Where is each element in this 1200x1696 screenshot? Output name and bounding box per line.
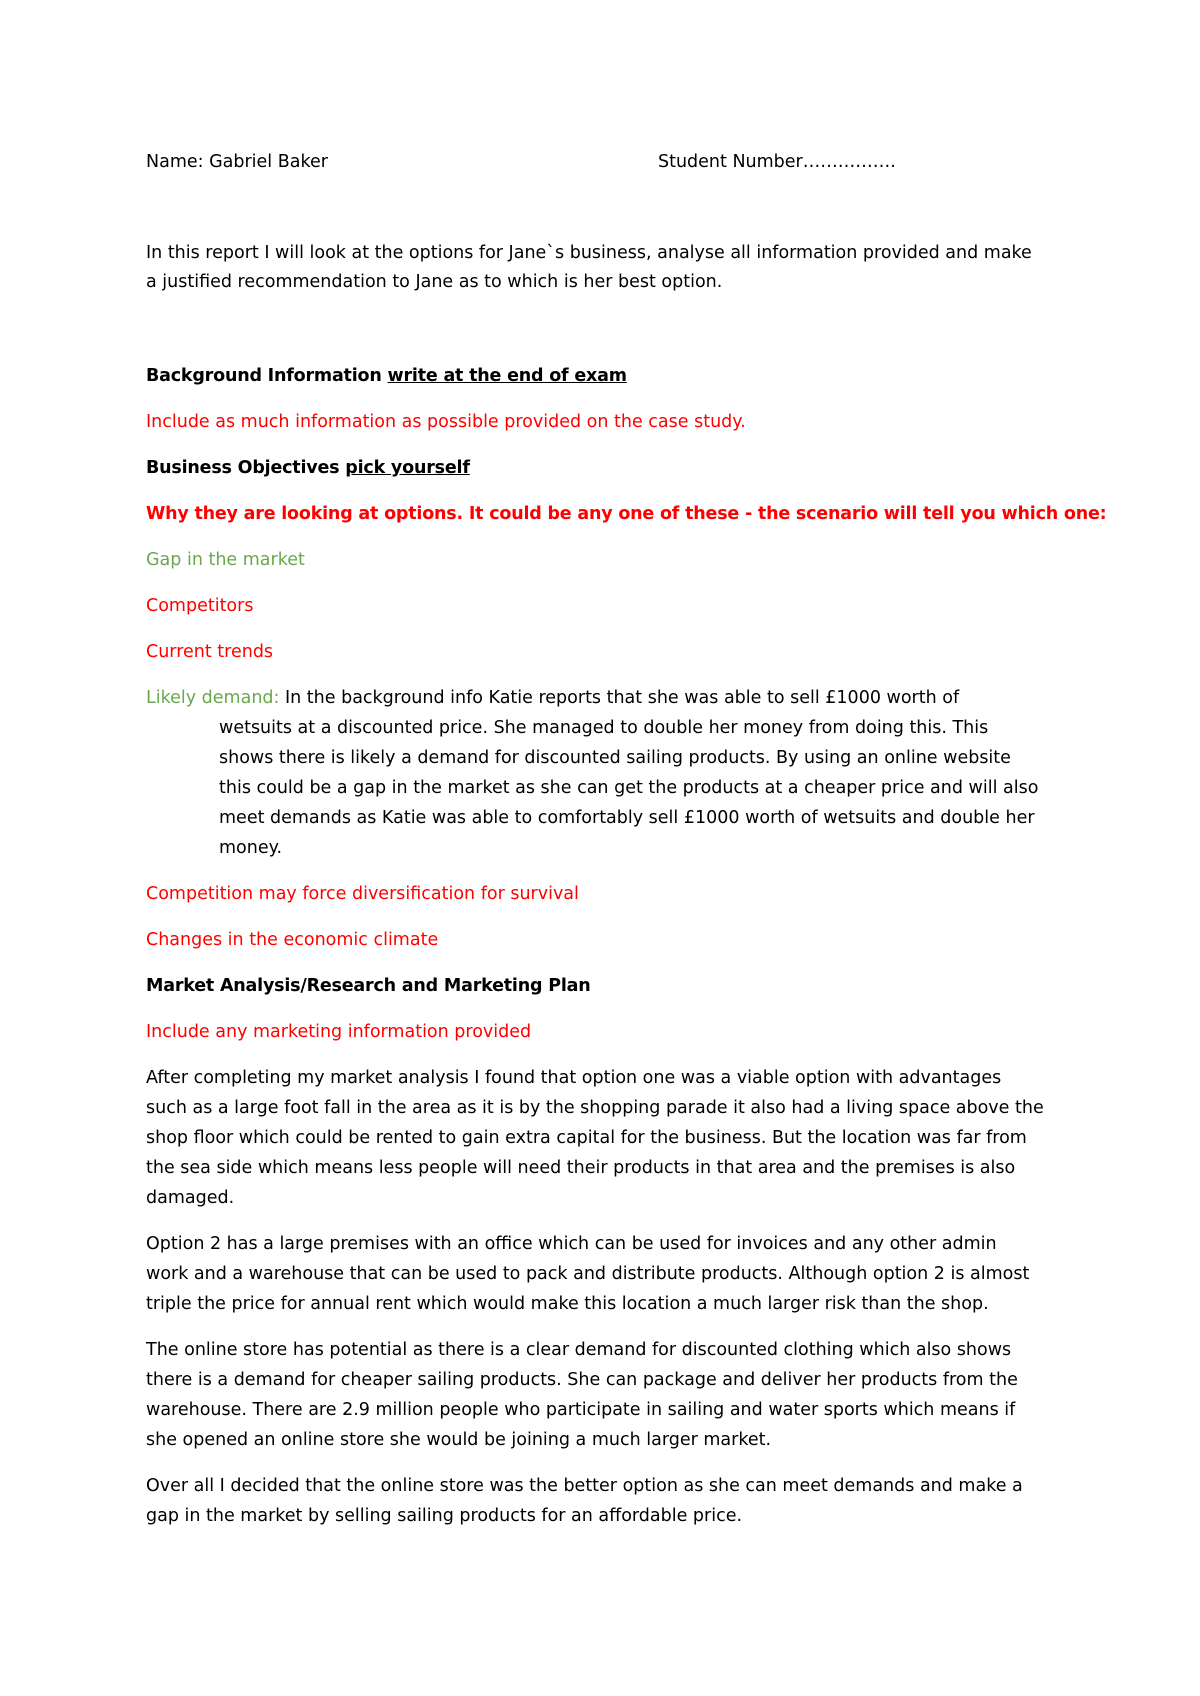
market-para1-line-1: After completing my market analysis I found that option one was a viable option with advantages <box>146 1068 1002 1088</box>
background-note: Include as much information as possible provided on the case study. <box>146 412 746 432</box>
item-competition-diversification: Competition may force diversification for survival <box>146 884 579 904</box>
market-para3-line-1: The online store has potential as there is a clear demand for discounted clothing which also shows <box>146 1340 1012 1360</box>
likely-demand-text-5: meet demands as Katie was able to comfortably sell £1000 worth of wetsuits and double her <box>219 808 1035 828</box>
market-note: Include any marketing information provided <box>146 1022 532 1042</box>
item-current-trends: Current trends <box>146 642 274 662</box>
likely-demand-text-1: In the background info Katie reports that she was able to sell £1000 worth of <box>279 688 960 708</box>
intro-line-2: a justified recommendation to Jane as to which is her best option. <box>146 272 723 292</box>
market-para2-line-3: triple the price for annual rent which would make this location a much larger risk than the shop. <box>146 1294 989 1314</box>
market-para1-line-3: shop floor which could be rented to gain extra capital for the business. But the location was far from <box>146 1128 1027 1148</box>
likely-demand-text-4: this could be a gap in the market as she can get the products at a cheaper price and will also <box>219 778 1039 798</box>
market-para3-line-2: there is a demand for cheaper sailing products. She can package and deliver her products from the <box>146 1370 1018 1390</box>
background-heading-note: write at the end of exam <box>387 366 627 386</box>
item-competitors: Competitors <box>146 596 254 616</box>
intro-line-1: In this report I will look at the options for Jane`s business, analyse all information provided and make <box>146 243 1032 263</box>
market-para2-line-1: Option 2 has a large premises with an office which can be used for invoices and any other admin <box>146 1234 997 1254</box>
likely-demand-text-6: money. <box>219 838 283 858</box>
market-para1-line-2: such as a large foot fall in the area as it is by the shopping parade it also had a living space above the <box>146 1098 1044 1118</box>
objectives-heading-text: Business Objectives <box>146 458 340 478</box>
item-gap-in-market: Gap in the market <box>146 550 305 570</box>
background-heading <box>146 362 1066 392</box>
market-para1-line-4: the sea side which means less people will need their products in that area and the premises is also <box>146 1158 1016 1178</box>
market-para3-line-3: warehouse. There are 2.9 million people who participate in sailing and water sports which means if <box>146 1400 1016 1420</box>
objectives-prompt: Why they are looking at options. It could be any one of these - the scenario will tell you which one: <box>146 504 1107 524</box>
market-para1-line-5: damaged. <box>146 1188 235 1208</box>
background-heading-text: Background Information <box>146 366 382 386</box>
objectives-heading <box>146 454 1066 484</box>
likely-demand-label: Likely demand: <box>146 688 280 708</box>
market-para4-line-2: gap in the market by selling sailing products for an affordable price. <box>146 1506 743 1526</box>
item-likely-demand <box>146 684 1066 714</box>
student-name: Name: Gabriel Baker <box>146 152 328 172</box>
market-heading: Market Analysis/Research and Marketing Plan <box>146 976 591 996</box>
market-para2-line-2: work and a warehouse that can be used to pack and distribute products. Although option 2 is almost <box>146 1264 1030 1284</box>
market-para3-line-4: she opened an online store she would be joining a much larger market. <box>146 1430 772 1450</box>
student-number: Student Number……………. <box>658 152 896 172</box>
likely-demand-text-3: shows there is likely a demand for discounted sailing products. By using an online website <box>219 748 1011 768</box>
objectives-heading-note: pick yourself <box>345 458 470 478</box>
likely-demand-text-2: wetsuits at a discounted price. She managed to double her money from doing this. This <box>219 718 989 738</box>
market-para4-line-1: Over all I decided that the online store was the better option as she can meet demands and make a <box>146 1476 1023 1496</box>
item-economic-climate: Changes in the economic climate <box>146 930 439 950</box>
